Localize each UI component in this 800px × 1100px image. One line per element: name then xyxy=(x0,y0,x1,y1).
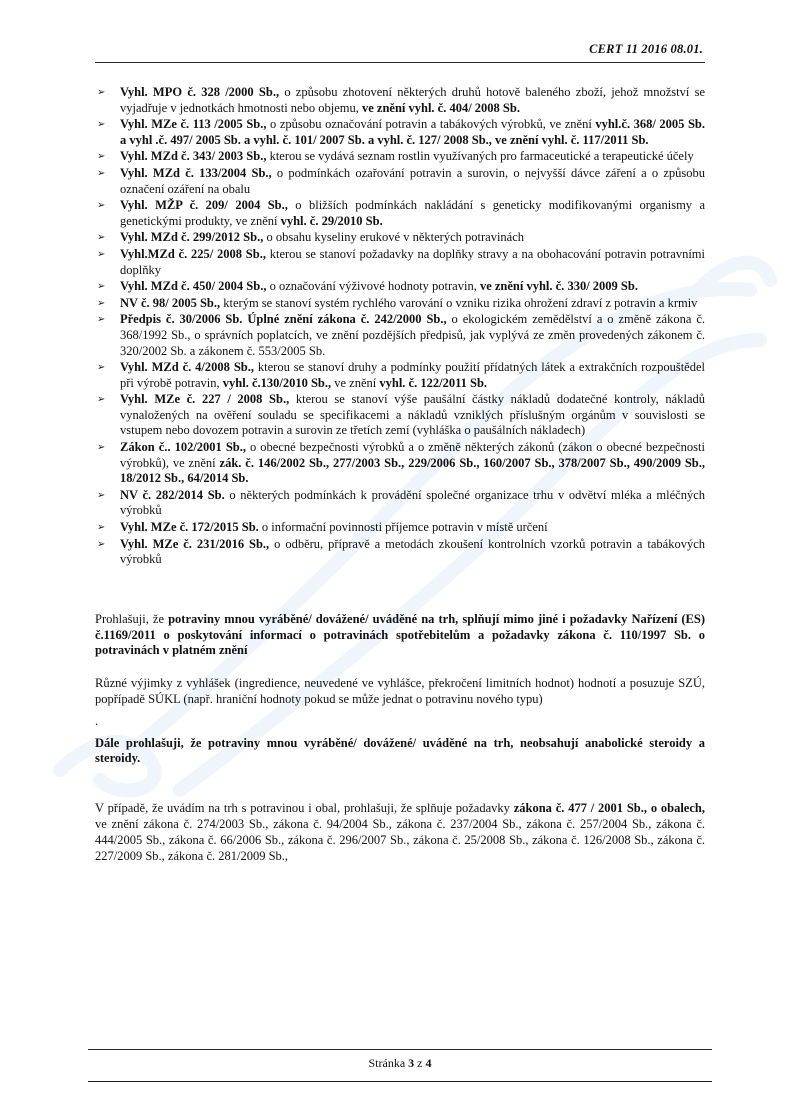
arrow-bullet-icon: ➢ xyxy=(97,394,106,406)
document-reference: CERT 11 2016 08.01. xyxy=(589,42,703,56)
regulation-item-text xyxy=(120,149,705,165)
regulation-item xyxy=(95,520,705,536)
text-segment: Stránka xyxy=(368,1056,409,1070)
text-segment-bold: Vyhl. MŽP č. 209/ 2004 Sb., xyxy=(120,198,288,213)
text-segment: Prohlašuji, že xyxy=(95,611,169,626)
regulation-item xyxy=(95,198,705,229)
text-segment-bold: 3 xyxy=(408,1056,415,1070)
text-segment-bold: Dále prohlašuji, že potraviny mnou vyráběné/ dovážené/ uváděné na trh, neobsahují anabolické steroidy a steroidy. xyxy=(95,735,705,766)
regulation-item xyxy=(95,117,705,148)
declaration-paragraph xyxy=(95,736,705,768)
text-segment: o odběru, přípravě a metodách zkoušení kontrolních vzorků potravin a tabákových výrobků xyxy=(120,536,705,567)
text-segment: o podmínkách ozařování potravin a surovin, o nejvyšší dávce záření a o způsobu označení ozáření na obalu xyxy=(120,165,705,196)
regulation-item-text xyxy=(120,247,705,278)
text-segment: o některých podmínkách k provádění společné organizace trhu v odvětví mléka a mléčných výrobků xyxy=(120,487,705,518)
text-segment-bold: zák. č. 146/2002 Sb., 277/2003 Sb., 229/2006 Sb., 160/2007 Sb., 378/2007 Sb., 490/2009 Sb., 18/2012 Sb., 64/2014 Sb. xyxy=(120,455,705,486)
regulation-item-text xyxy=(120,360,705,391)
regulation-item-text xyxy=(120,198,705,229)
text-segment: ve znění xyxy=(331,375,380,390)
arrow-bullet-icon: ➢ xyxy=(97,232,106,244)
text-segment-bold: Vyhl. MZd č. 299/2012 Sb., xyxy=(120,230,264,245)
regulation-item-text xyxy=(120,230,705,246)
regulation-item xyxy=(95,230,705,246)
text-segment-bold: NV č. 98/ 2005 Sb., xyxy=(120,295,221,310)
arrow-bullet-icon: ➢ xyxy=(97,489,106,501)
text-segment: z xyxy=(414,1056,426,1070)
declaration-paragraph xyxy=(95,801,705,864)
text-segment: kterou se stanoví druhy a podmínky použití přídatných látek a extrakčních rozpouštědel při výrobě potravin, xyxy=(120,360,705,390)
text-segment-bold: Vyhl. MZd č. 450/ 2004 Sb., xyxy=(120,279,267,294)
body-paragraphs xyxy=(95,612,705,865)
text-segment: ve znění zákona č. 274/2003 Sb., zákona č. 94/2004 Sb., zákona č. 237/2004 Sb., zákona č. 257/2004 Sb., zákona č. 444/2005 Sb., zákona č. 66/2006 Sb., zákona č. 296/2007 Sb., zákona č. 25/2008 Sb., zákona č. 126/2008 Sb., zákona č. 227/2009 Sb., zákona č. 281/2009 Sb., xyxy=(95,816,705,863)
text-segment-bold: ve znění vyhl. č. 330/ 2009 Sb. xyxy=(479,279,638,294)
arrow-bullet-icon: ➢ xyxy=(97,200,106,212)
regulation-item xyxy=(95,166,705,197)
text-segment-bold: potraviny mnou vyráběné/ dovážené/ uváděné na trh, splňují mimo jiné i požadavky Nařízení (ES) č.1169/2011 o poskytování informací o potravinách spotřebitelům a požadavky zákona č. 110/1997 Sb. o potravinách v platném znění xyxy=(95,611,705,658)
text-segment-bold: Vyhl. MZd č. 133/2004 Sb., xyxy=(120,165,272,180)
regulation-item xyxy=(95,488,705,519)
text-segment: kterou se stanoví výše paušální částky nákladů dodatečné kontroly, nákladů vynaložených na ověření souladu se specifikacemi a nákladů vzniklých příslušným orgánům v souvislosti se vstupem nebo dovozem potravin a surovin ze třetích zemí (vyhláška o paušálních nákladech) xyxy=(120,392,705,438)
text-segment: o způsobu zhotovení některých druhů hotově baleného zboží, jehož množství se vyjadřuje v jednotkách hmotnosti nebo objemu, xyxy=(120,85,705,115)
text-segment: V případě, že uvádím na trh s potravinou i obal, prohlašuji, že splňuje požadavky xyxy=(95,801,514,816)
text-segment-bold: zákona č. 477 / 2001 Sb., o obalech, xyxy=(513,801,705,816)
text-segment: . xyxy=(95,713,99,728)
text-segment-bold: Vyhl. MZe č. 227 / 2008 Sb., xyxy=(120,392,290,407)
regulation-item xyxy=(95,247,705,278)
arrow-bullet-icon: ➢ xyxy=(97,119,106,131)
arrow-bullet-icon: ➢ xyxy=(97,87,106,98)
text-segment-bold: Vyhl. MZe č. 113 /2005 Sb., xyxy=(120,117,267,132)
declaration-paragraph xyxy=(95,676,705,708)
page-header xyxy=(95,42,705,63)
regulation-item-text xyxy=(120,537,705,568)
arrow-bullet-icon: ➢ xyxy=(97,442,106,454)
page-number xyxy=(88,1050,712,1081)
arrow-bullet-icon: ➢ xyxy=(97,522,106,534)
text-segment: o označování výživové hodnoty potravin, xyxy=(266,279,480,294)
text-segment-bold: NV č. 282/2014 Sb. xyxy=(120,487,225,502)
regulation-item xyxy=(95,440,705,487)
text-segment: kterou se vydává seznam rostlin využívaných pro farmaceutické a terapeutické účely xyxy=(266,149,694,164)
regulation-item-text xyxy=(120,117,705,148)
page-content xyxy=(0,42,800,864)
regulation-item-text xyxy=(120,520,705,536)
text-segment-bold: Vyhl. MPO č. 328 /2000 Sb., xyxy=(120,85,280,99)
regulation-item xyxy=(95,85,705,116)
text-segment-bold: Vyhl.MZd č. 225/ 2008 Sb., xyxy=(120,246,266,261)
text-segment: o ekologickém zemědělství a o změně zákona č. 368/1992 Sb., o správních poplatcích, ve znění pozdějších předpisů, jak vyplývá ze změn provedených zákonem č. 320/2002 Sb. a zákonem č. 553/2005 Sb. xyxy=(120,312,705,358)
regulation-item xyxy=(95,392,705,439)
text-segment-bold: Předpis č. 30/2006 Sb. Úplné znění zákona č. 242/2000 Sb., xyxy=(120,312,447,327)
header-rule xyxy=(95,62,705,63)
regulation-item-text xyxy=(120,392,705,439)
text-segment: kterou se stanoví požadavky na doplňky stravy a na obohacování potravin potravními doplňky xyxy=(120,246,705,277)
footer-rule-bottom xyxy=(88,1081,712,1082)
arrow-bullet-icon: ➢ xyxy=(97,167,106,179)
text-segment: o obsahu kyseliny erukové v některých potravinách xyxy=(263,230,525,245)
text-segment: o informační povinnosti příjemce potravin v místě určení xyxy=(258,520,548,535)
regulation-item-text xyxy=(120,296,705,312)
text-segment-bold: vyhl.č. 368/ 2005 Sb. a vyhl .č. 497/ 2005 Sb. a vyhl. č. 101/ 2007 Sb. a vyhl. č. 127/ 2008 Sb., ve znění vyhl. č. 117/2011 Sb. xyxy=(120,117,705,147)
regulation-item-text xyxy=(120,440,705,487)
regulation-item xyxy=(95,279,705,295)
text-segment-bold: vyhl. č. 122/2011 Sb. xyxy=(379,375,488,390)
arrow-bullet-icon: ➢ xyxy=(97,281,106,293)
text-segment-bold: Zákon č.. 102/2001 Sb., xyxy=(120,440,246,455)
text-segment-bold: 4 xyxy=(425,1056,432,1070)
regulation-item xyxy=(95,149,705,165)
arrow-bullet-icon: ➢ xyxy=(97,297,106,309)
arrow-bullet-icon: ➢ xyxy=(97,362,106,374)
text-segment-bold: vyhl. č.130/2010 Sb., xyxy=(222,375,332,390)
text-segment-bold: vyhl. č. 29/2010 Sb. xyxy=(280,213,383,228)
regulation-list xyxy=(95,85,705,568)
text-segment-bold: ve znění vyhl. č. 404/ 2008 Sb. xyxy=(361,100,520,115)
regulation-item-text xyxy=(120,312,705,359)
text-segment-bold: Vyhl. MZe č. 172/2015 Sb. xyxy=(120,520,259,535)
regulation-item xyxy=(95,296,705,312)
declaration-paragraph xyxy=(95,714,705,730)
regulation-item xyxy=(95,537,705,568)
arrow-bullet-icon: ➢ xyxy=(97,538,106,550)
arrow-bullet-icon: ➢ xyxy=(97,248,106,260)
text-segment: o obecné bezpečnosti výrobků a o změně některých zákonů (zákon o obecné bezpečnosti výrobků), ve znění xyxy=(120,440,705,470)
text-segment: o bližších podmínkách nakládání s geneticky modifikovanými organismy a genetickými produkty, ve znění xyxy=(120,198,706,228)
text-segment: kterým se stanoví systém rychlého varování o vzniku rizika ohrožení zdraví z potravin a krmiv xyxy=(220,295,698,310)
text-segment: Různé výjimky z vyhlášek (ingredience, neuvedené ve vyhlášce, překročení limitních hodnot) hodnotí a posuzuje SZÚ, popřípadě SÚKL (např. hraniční hodnoty pokud se může jednat o potravinu nového typu) xyxy=(95,676,705,706)
text-segment-bold: Vyhl. MZd č. 4/2008 Sb., xyxy=(120,360,254,375)
regulation-item-text xyxy=(120,166,705,197)
text-segment-bold: Vyhl. MZe č. 231/2016 Sb., xyxy=(120,536,270,551)
text-segment-bold: Vyhl. MZd č. 343/ 2003 Sb., xyxy=(120,149,267,164)
regulation-item-text xyxy=(120,85,705,116)
regulation-item-text xyxy=(120,488,705,519)
arrow-bullet-icon: ➢ xyxy=(97,314,106,326)
regulation-item xyxy=(95,360,705,391)
regulation-item xyxy=(95,312,705,359)
arrow-bullet-icon: ➢ xyxy=(97,151,106,163)
page-footer xyxy=(88,1049,712,1082)
text-segment: o způsobu označování potravin a tabákových výrobků, ve znění xyxy=(266,117,596,132)
declaration-paragraph xyxy=(95,612,705,659)
regulation-item-text xyxy=(120,279,705,295)
